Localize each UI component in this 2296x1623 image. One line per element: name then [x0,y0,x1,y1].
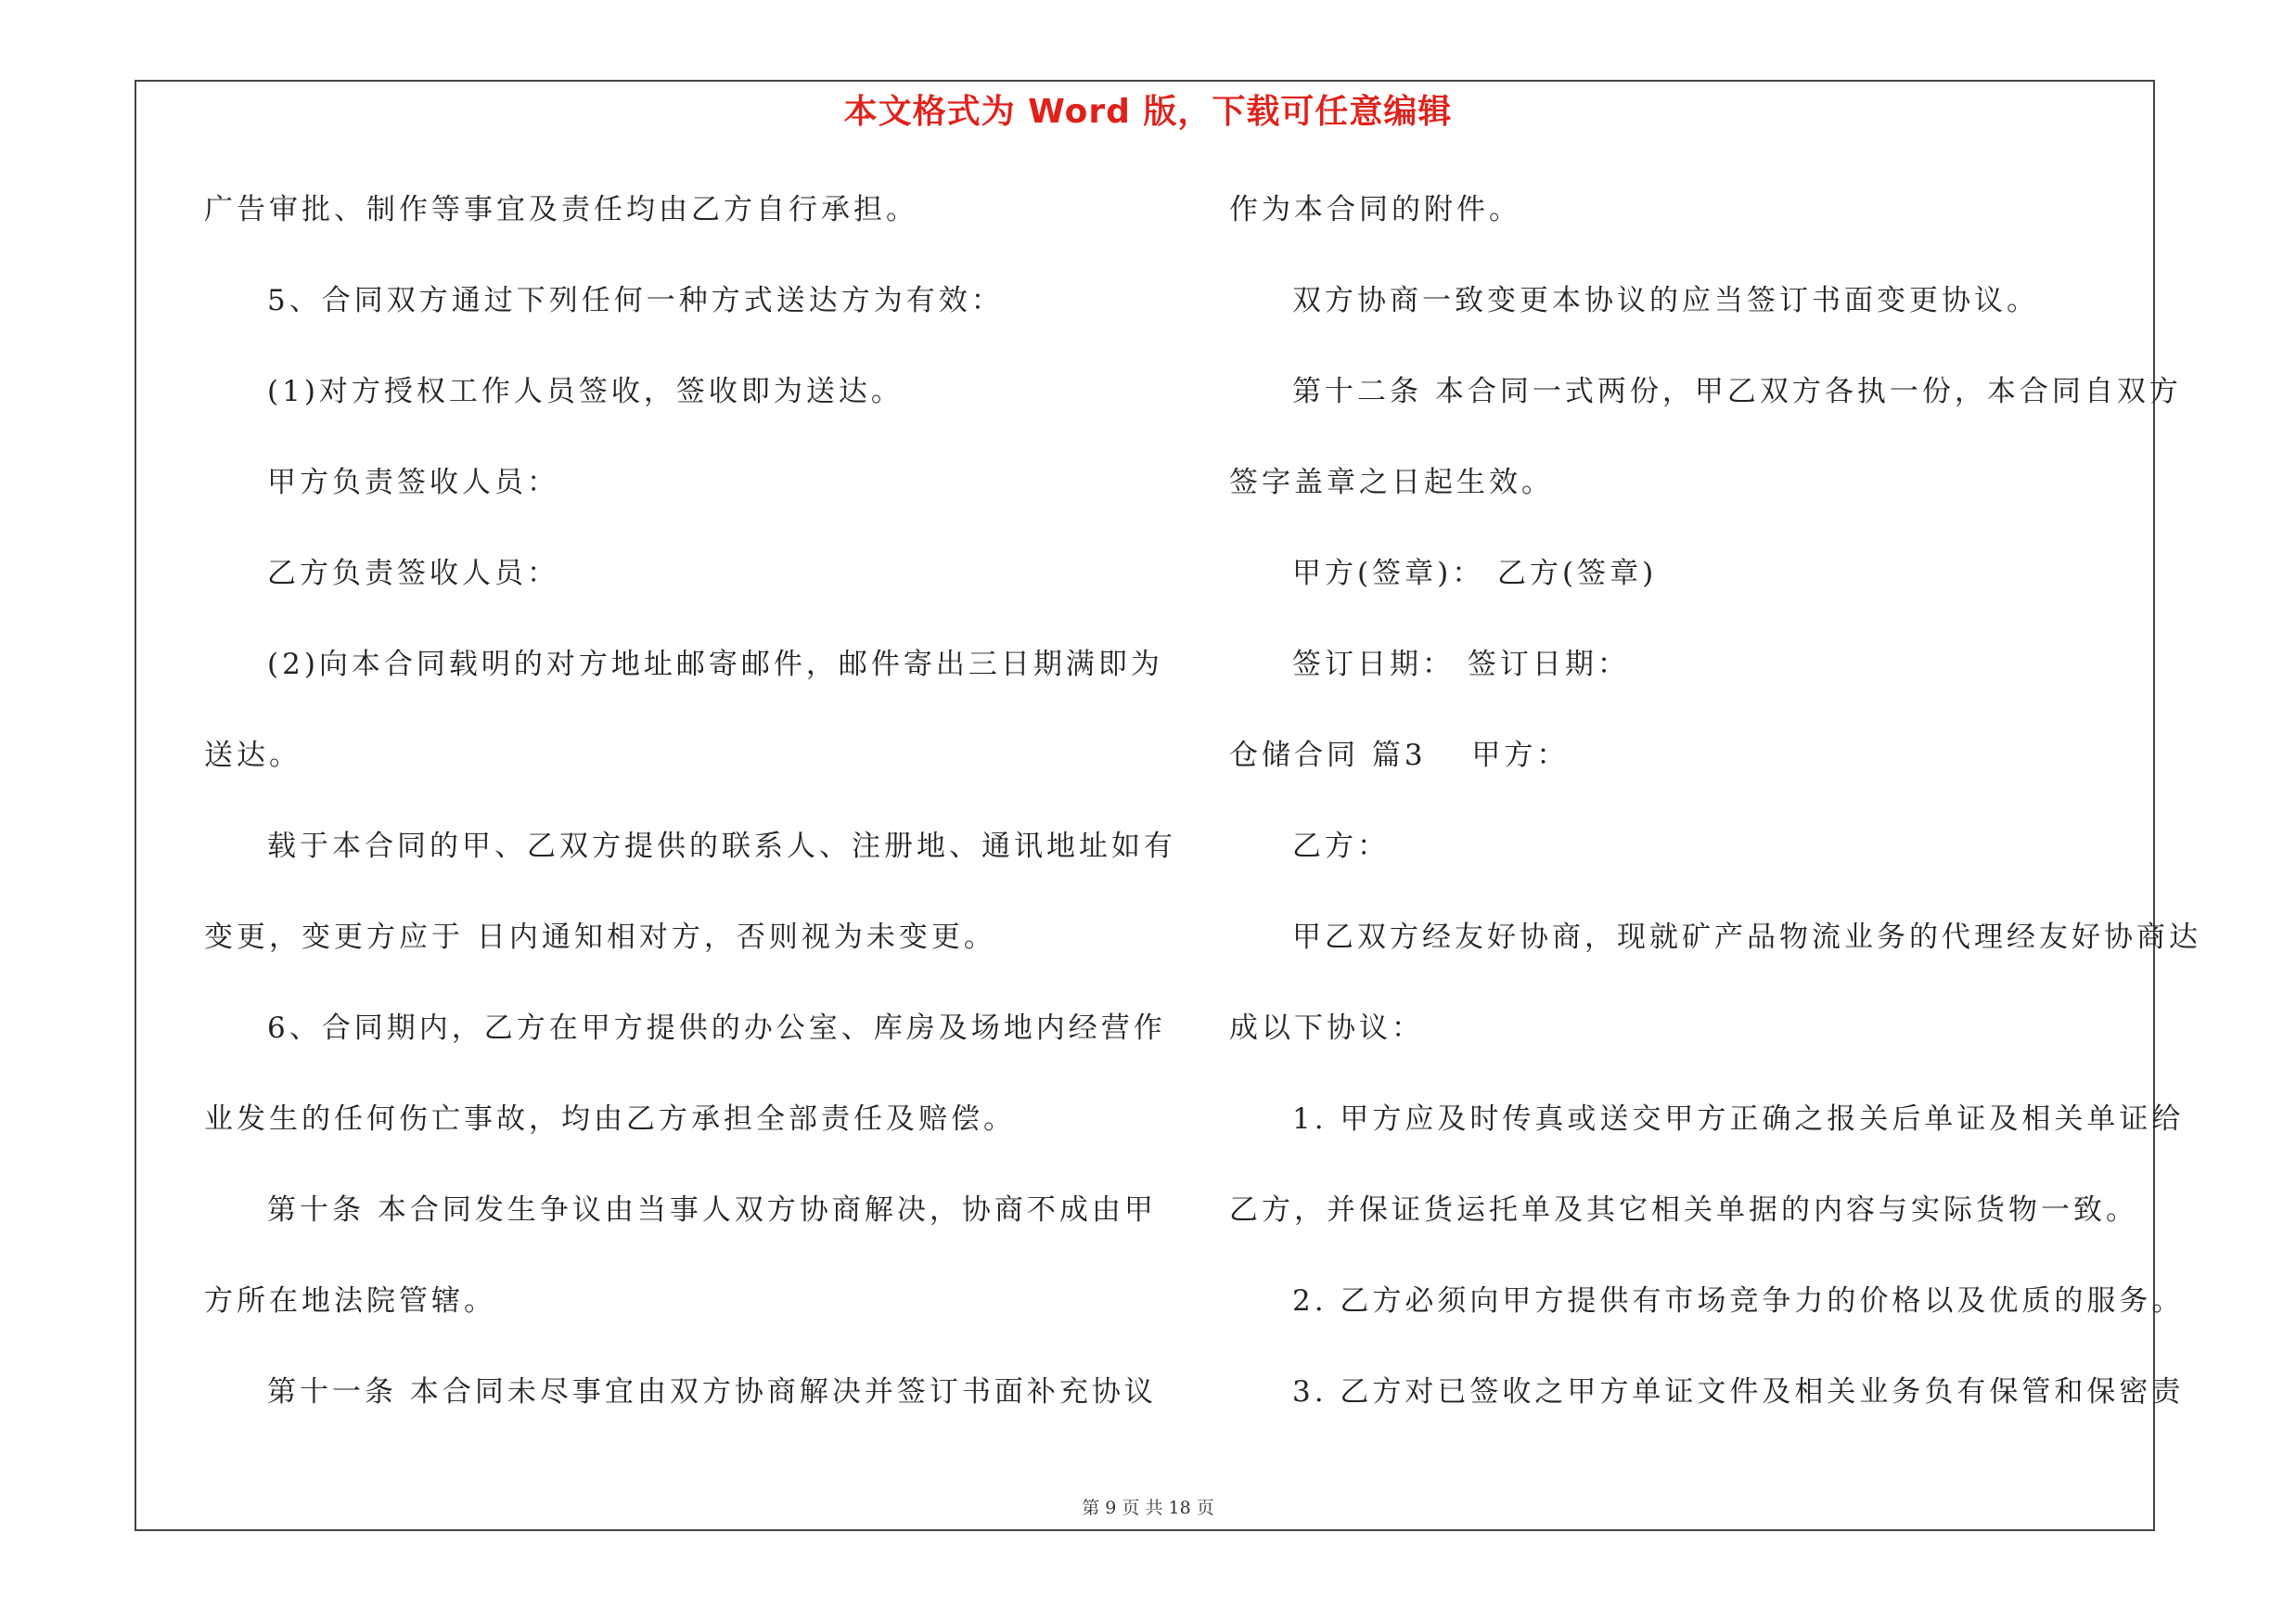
text-line: 作为本合同的附件。 [1229,193,1521,226]
right-text-column [1229,182,2201,1455]
text-line: 第十一条 本合同未尽事宜由双方协商解决并签订书面补充协议 [267,1375,1157,1409]
page-number-footer: 第 9 页 共 18 页 [1082,1498,1214,1518]
text-line: 仓储合同 篇3 甲方： [1229,739,1570,772]
text-line: 载于本合同的甲、乙双方提供的联系人、注册地、通讯地址如有 [267,830,1176,863]
text-line: 乙方负责签收人员： [267,557,559,590]
text-line: 业发生的任何伤亡事故，均由乙方承担全部责任及赔偿。 [204,1102,1016,1136]
text-line: 方所在地法院管辖。 [204,1284,496,1318]
text-line: 6、合同期内，乙方在甲方提供的办公室、库房及场地内经营作 [267,1011,1166,1045]
text-line: 成以下协议： [1229,1011,1424,1045]
text-line: 变更，变更方应于 日内通知相对方，否则视为未变更。 [204,921,996,954]
left-text-column [204,182,1176,1455]
text-line: 5、合同双方通过下列任何一种方式送达方为有效： [267,284,1004,317]
text-line: (1)对方授权工作人员签收，签收即为送达。 [267,375,904,408]
word-format-banner: 本文格式为 Word 版，下载可任意编辑 [843,93,1453,131]
text-line: (2)向本合同载明的对方地址邮寄邮件，邮件寄出三日期满即为 [267,648,1163,681]
text-line: 送达。 [204,739,301,772]
text-line: 第十二条 本合同一式两份，甲乙双方各执一份，本合同自双方 [1292,375,2182,408]
text-line: 乙方，并保证货运托单及其它相关单据的内容与实际货物一致。 [1229,1193,2138,1227]
text-line: 1. 甲方应及时传真或送交甲方正确之报关后单证及相关单证给 [1292,1102,2185,1136]
text-line: 签字盖章之日起生效。 [1229,466,1554,499]
text-line: 乙方： [1292,830,1390,863]
text-line: 第十条 本合同发生争议由当事人双方协商解决，协商不成由甲 [267,1193,1157,1227]
text-line: 双方协商一致变更本协议的应当签订书面变更协议。 [1292,284,2039,317]
text-line: 甲方(签章)： 乙方(签章) [1292,557,1658,590]
text-line: 2. 乙方必须向甲方提供有市场竞争力的价格以及优质的服务。 [1292,1284,2185,1318]
text-line: 甲乙双方经友好协商，现就矿产品物流业务的代理经友好协商达 [1292,921,2201,954]
text-line: 广告审批、制作等事宜及责任均由乙方自行承担。 [204,193,918,226]
text-line: 3. 乙方对已签收之甲方单证文件及相关业务负有保管和保密责 [1292,1375,2185,1409]
text-line: 甲方负责签收人员： [267,466,559,499]
text-line: 签订日期： 签订日期： [1292,648,1630,681]
